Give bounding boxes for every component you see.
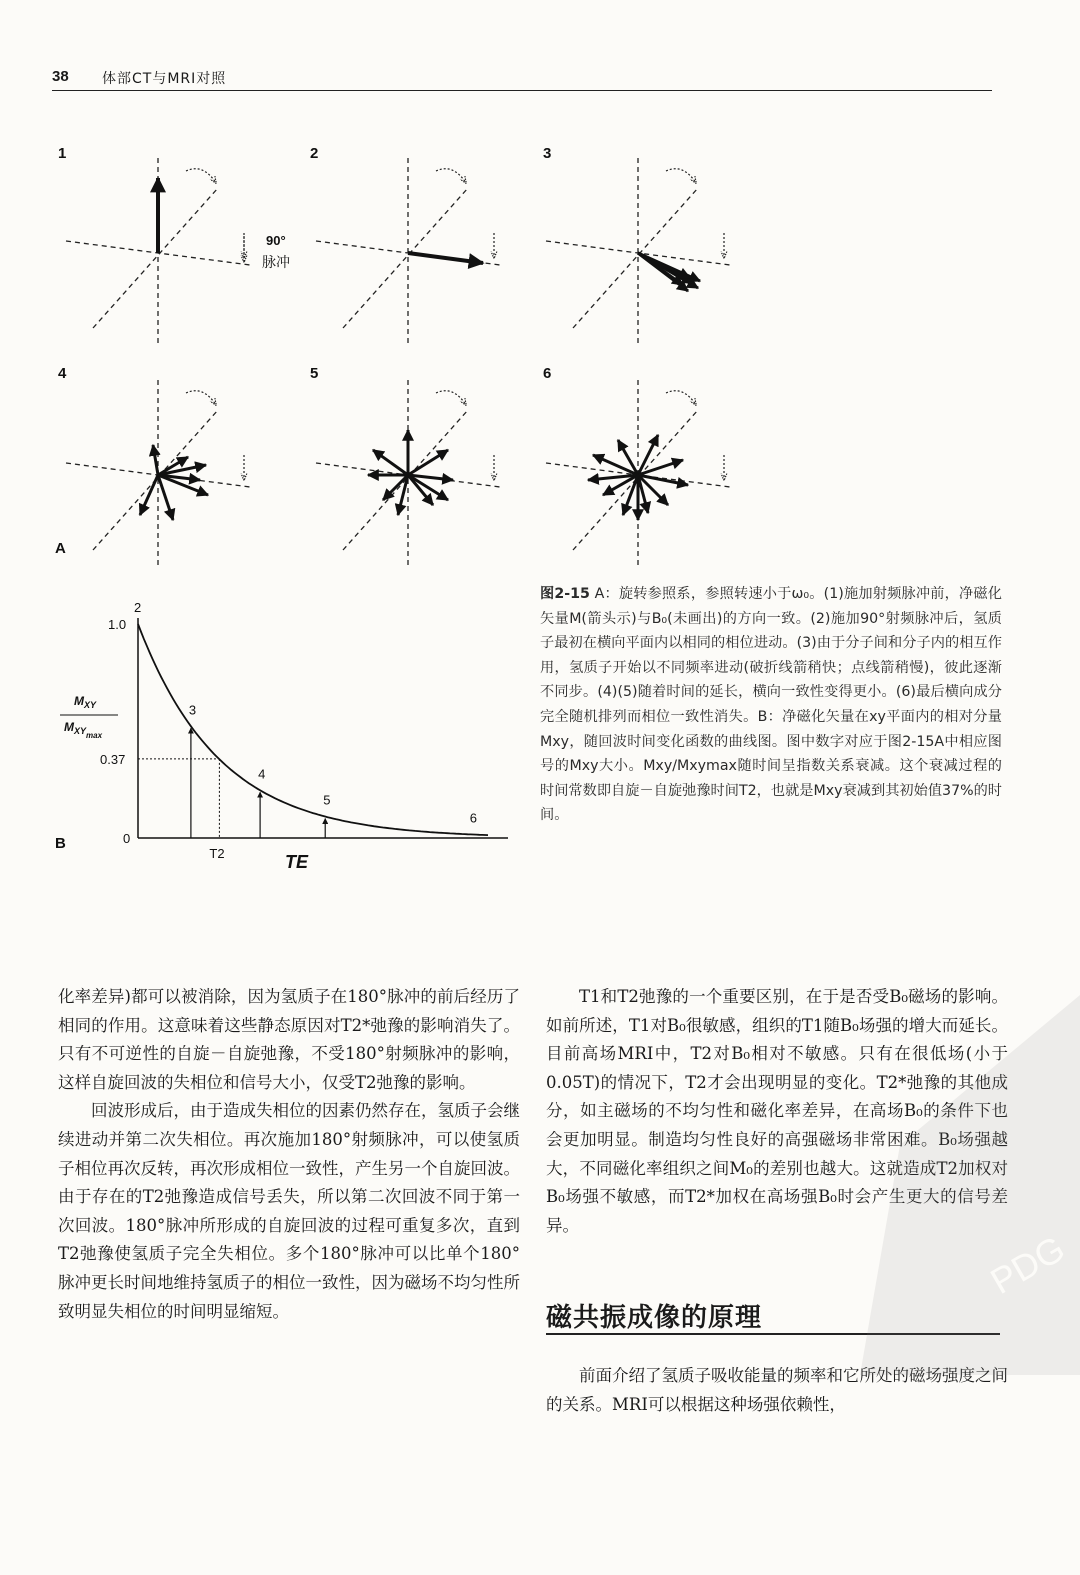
panel-number: 2 [310, 145, 319, 162]
section-heading-text: 磁共振成像的原理 [546, 1303, 763, 1333]
paragraph: T1和T2弛豫的一个重要区别，在于是否受B₀磁场的影响。如前所述，T1对B₀很敏感，组织的T1随B₀场强的增大而延长。目前高场MRI中，T2对B₀相对不敏感。只有在很低场(小于0.05T)的情况下，T2才会出现明显的变化。T2*弛豫的其他成分，如主磁场的不均匀性和磁化率差异，在高场B₀的条件下也会更加明显。制造均匀性良好的高强磁场非常困难。B₀场强越大，不同磁化率组织之间M₀的差别也越大。这就造成T2加权对B₀场强不敏感，而T2*加权在高场强B₀时会产生更大的信号差异。 [546, 987, 1008, 1235]
magnetization-vector [408, 253, 483, 263]
y-label-denominator: $M_{XYmax}$ [64, 720, 103, 740]
y-tick-label: 0 [123, 831, 131, 846]
y-tick-label: 1.0 [108, 617, 127, 632]
page-number: 38 [52, 68, 69, 85]
part-label-a: A [55, 540, 66, 557]
figure-b-decay-chart [0, 580, 540, 890]
panel-number: 3 [543, 145, 552, 162]
panel-number: 5 [310, 365, 319, 382]
figure-a-vector-diagrams [0, 0, 1080, 580]
magnetization-vector [373, 450, 408, 475]
point-label: 5 [323, 792, 331, 808]
caption-text: A：旋转参照系，参照转速小于ω₀。(1)施加射频脉冲前，净磁化矢量M(箭头示)与B₀(未画出)的方向一致。(2)施加90°射频脉冲后，氢质子最初在横向平面内以相同的相位进动。(3)由于分子间和分子内的相互作用，氢质子开始以不同频率进动(破折线箭稍快；点线箭稍慢)，彼此逐渐不同步。(4)(5)随着时间的延长，横向一致性变得更小。(6)最后横向成分完全随机排列而相位一致性消失。B：净磁化矢量在xy平面内的相对分量Mxy，随回波时间变化函数的曲线图。图中数字对应于图2-15A中相应图号的Mxy大小。Mxy/Mxymax随时间呈指数关系衰减。这个衰减过程的时间常数即自旋－自旋弛豫时间T2，也就是Mxy衰减到其初始值37%的时间。 [540, 586, 1002, 824]
rotation-indicator [186, 169, 216, 183]
point-label: 4 [258, 766, 266, 782]
rotation-indicator [666, 169, 696, 183]
y-tick-label: 0.37 [100, 751, 126, 767]
rotation-indicator [666, 391, 696, 405]
rotation-indicator [186, 391, 216, 405]
running-title: 体部CT与MRI对照 [102, 71, 227, 87]
magnetization-vector [158, 475, 173, 520]
rotation-indicator [436, 169, 466, 183]
panel-number: 1 [58, 145, 67, 162]
pulse-label: 90° [266, 233, 286, 248]
watermark-text: PDG [983, 1227, 1072, 1302]
caption-label: 图2-15 [540, 586, 590, 602]
watermark-stamp [840, 995, 1080, 1375]
magnetization-vector [153, 445, 158, 475]
magnetization-vector [408, 450, 448, 475]
point-label: 6 [469, 810, 477, 826]
vector-panel [546, 158, 730, 343]
x-axis-label: TE [285, 852, 309, 872]
vector-panel [66, 380, 250, 565]
y-axis [93, 188, 218, 328]
paragraph: 回波形成后，由于造成失相位的因素仍然存在，氢质子会继续进动并第二次失相位。再次施加180°射频脉冲，可以使氢质子相位再次反转，再次形成相位一致性，产生另一个自旋回波。由于存在的T2弛豫造成信号丢失，所以第二次回波不同于第一次回波。180°脉冲所形成的自旋回波的过程可重复多次，直到T2弛豫使氢质子完全失相位。多个180°脉冲可以比单个180°脉冲更长时间地维持氢质子的相位一致性，因为磁场不均匀性所致明显失相位的时间明显缩短。 [58, 1101, 520, 1321]
paragraph: 化率差异)都可以被消除，因为氢质子在180°脉冲的前后经历了相同的作用。这意味着这些静态原因对T2*弛豫的影响消失了。只有不可逆性的自旋－自旋弛豫，不受180°射频脉冲的影响，这样自旋回波的失相位和信号大小，仅受T2弛豫的影响。 [58, 987, 520, 1092]
rotation-indicator [436, 391, 466, 405]
part-label-b: B [55, 835, 66, 852]
vector-panel [546, 380, 730, 565]
point-label: 3 [188, 702, 197, 718]
x-tick-label: T2 [209, 846, 225, 861]
y-label-numerator: $M_{XY}$ [74, 694, 97, 710]
y-axis [573, 188, 698, 328]
vector-panel [66, 158, 250, 343]
panel-number: 6 [543, 365, 552, 382]
y-axis-label [60, 694, 118, 740]
figure-caption [540, 582, 1002, 828]
paragraph: 前面介绍了氢质子吸收能量的频率和它所处的磁场强度之间的关系。MRI可以根据这种场强依赖性， [546, 1366, 1008, 1414]
pulse-label: 脉冲 [262, 254, 290, 270]
body-column-left [58, 983, 520, 1326]
panel-number: 4 [58, 365, 67, 382]
vector-panel [316, 158, 500, 343]
point-label: 2 [134, 600, 142, 615]
vector-panel [316, 380, 500, 565]
